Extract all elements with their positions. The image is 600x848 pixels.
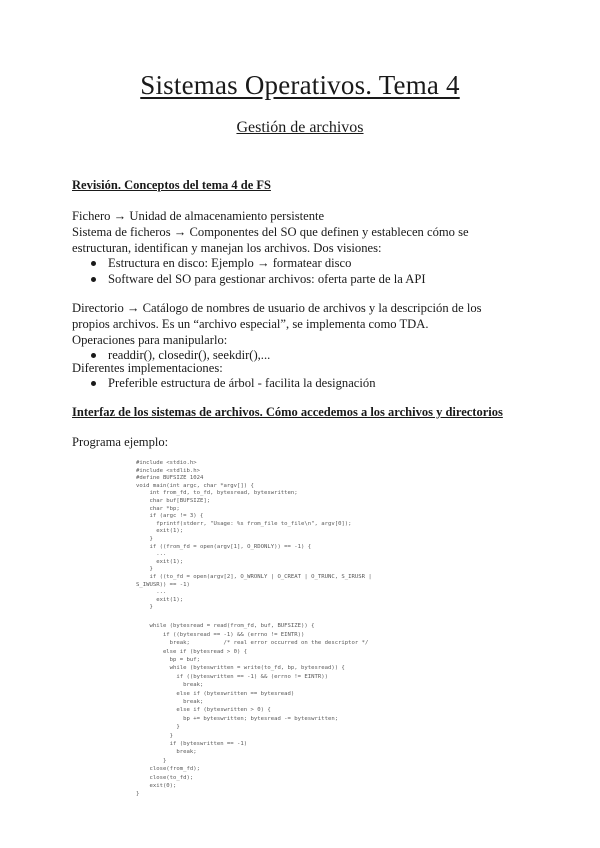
programa-label: Programa ejemplo: [72,435,169,449]
code-line: if ((byteswritten == -1) && (errno != EINTR)) [136,673,328,680]
code-line: break; [136,699,204,705]
code-line: else if (byteswritten == bytesread) [136,690,295,697]
code-line: if (byteswritten == -1) [136,741,248,747]
code-line: break; [136,682,204,689]
code-line: bp = buf; [136,657,200,663]
fichero-definition: Fichero → Unidad de almacenamiento persistente [72,209,325,223]
list-item-text: readdir(), closedir(), seekdir(),... [108,348,271,362]
code-line: } [136,536,153,542]
code-line: fprintf(stderr, "Usage: %s from_file to_file\n", argv[0]); [136,520,352,527]
code-line: exit(1); [136,596,184,603]
section-heading-interfaz: Interfaz de los sistemas de archivos. Cómo accedemos a los archivos y directorios [72,405,503,419]
list-item-text: Software del SO para gestionar archivos: oferta parte de la API [108,272,426,286]
code-line: } [136,791,140,798]
code-line: S_IWUSR)) == -1) [136,581,190,588]
code-line: ... [136,589,167,596]
list-item-text: Preferible estructura de árbol - facilita la designación [108,376,376,390]
code-line: bp += byteswritten; bytesread -= byteswritten; [136,715,339,722]
sistema-definition-line2: estructuran, identifican y manejan los archivos. Dos visiones: [72,241,382,255]
code-line: } [136,604,153,611]
code-line: exit(1); [136,558,184,565]
code-line: while (byteswritten = write(to_fd, bp, bytesread)) { [136,665,345,672]
operaciones-label: Operaciones para manipularlo: [72,333,228,347]
code-line: if ((to_fd = open(argv[2], O_WRONLY | O_CREAT | O_TRUNC, S_IRUSR | [136,574,372,580]
bullet-icon [91,353,96,358]
code-line: } [136,732,174,739]
code-line: if ((bytesread == -1) && (errno != EINTR)) [136,631,305,638]
page-subtitle: Gestión de archivos [236,119,364,136]
code-line: char buf[BUFSIZE]; [136,498,211,504]
code-screenshot [136,460,426,830]
directorio-definition-line1: Directorio → Catálogo de nombres de usuario de archivos y la descripción de los [72,301,482,315]
code-line: } [136,757,167,764]
code-line: char *bp; [136,505,180,512]
code-line: #include <stdlib.h> [136,467,200,474]
bullet-icon [91,277,96,282]
code-line: else if (byteswritten > 0) { [136,707,271,714]
directorio-definition-line2: propios archivos. Es un “archivo especial”, se implementa como TDA. [72,317,429,331]
code-line: close(from_fd); [136,766,200,773]
code-line: if ((from_fd = open(argv[1], O_RDONLY)) == -1) { [136,543,312,550]
code-line: close(to_fd); [136,774,194,781]
list-item-text: Estructura en disco: Ejemplo → formatear disco [108,256,352,270]
code-line: ... [136,551,167,558]
code-line: exit(1); [136,528,184,535]
code-line: } [136,724,180,731]
implementaciones-label: Diferentes implementaciones: [72,361,223,375]
code-line: break; /* real error occurred on the descriptor */ [136,640,369,647]
code-line: } [136,566,153,573]
bullet-icon [91,381,96,386]
section-heading-revision: Revisión. Conceptos del tema 4 de FS [72,178,271,192]
code-line: int from_fd, to_fd, bytesread, byteswritten; [136,490,298,497]
code-line: else if (bytesread > 0) { [136,648,248,655]
code-line: if (argc != 3) { [136,513,204,520]
code-line: #include <stdio.h> [136,460,197,466]
code-line: exit(0); [136,783,177,789]
code-line: void main(int argc, char *argv[]) { [136,482,254,489]
code-line: break; [136,749,197,756]
bullet-icon [91,261,96,266]
page-title: Sistemas Operativos. Tema 4 [140,70,460,100]
sistema-definition-line1: Sistema de ficheros → Componentes del SO que definen y establecen cómo se [72,225,469,239]
code-line: while (bytesread = read(from_fd, buf, BUFSIZE)) { [136,623,315,630]
code-line: #define BUFSIZE 1024 [136,475,204,482]
